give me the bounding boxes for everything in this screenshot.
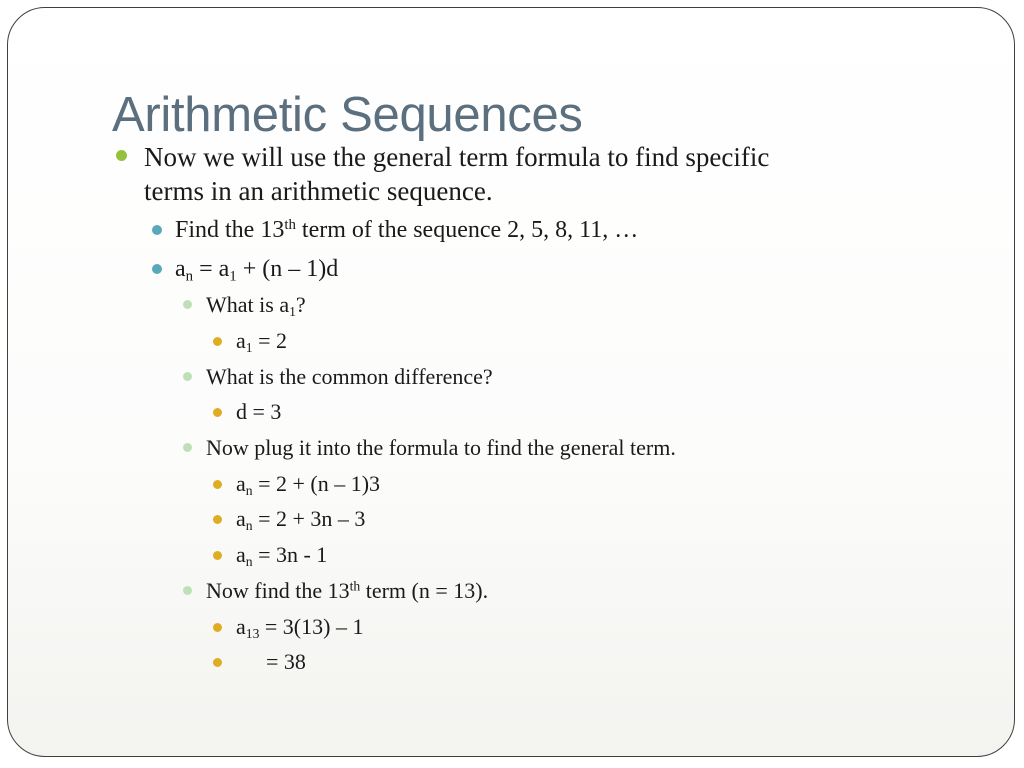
calc-step-2: = 38 bbox=[266, 649, 306, 674]
intro-line-2: terms in an arithmetic sequence. bbox=[144, 176, 493, 206]
bullet-dot-icon bbox=[213, 551, 222, 560]
bullet-dot-icon bbox=[116, 150, 127, 161]
answer-a1: $a_1 = 2$ bbox=[236, 328, 287, 356]
bullet-dot-icon bbox=[183, 300, 192, 309]
bullet-dot-icon bbox=[183, 443, 192, 452]
bullet-dot-icon bbox=[213, 480, 222, 489]
answer-d: d = 3 bbox=[236, 399, 282, 424]
intro-line-1: Now we will use the general term formula to find specific bbox=[144, 142, 770, 172]
bullet-dot-icon bbox=[152, 264, 162, 274]
bullet-dot-icon bbox=[213, 337, 222, 346]
question-a1: What is $a_1$? bbox=[206, 292, 306, 320]
bullet-dot-icon bbox=[183, 586, 192, 595]
bullet-dot-icon bbox=[213, 515, 222, 524]
find-13th-term: Find the 13th term of the sequence 2, 5, 8, 11, … bbox=[175, 216, 639, 243]
plug-into-formula: Now plug it into the formula to find the general term. bbox=[206, 435, 676, 460]
step-2: $a_n = 2 + 3n - 3$ bbox=[236, 506, 366, 534]
question-common-difference: What is the common difference? bbox=[206, 364, 493, 389]
bullet-dot-icon bbox=[152, 225, 162, 235]
bullet-dot-icon bbox=[213, 658, 222, 667]
bullet-dot-icon bbox=[213, 623, 222, 632]
bullet-dot-icon bbox=[213, 408, 222, 417]
step-1: $a_n = 2 + (n - 1)3$ bbox=[236, 471, 381, 499]
bullet-dot-icon bbox=[183, 372, 192, 381]
slide-title: Arithmetic Sequences bbox=[112, 88, 583, 142]
general-term-formula: $a_n = a_1 + (n - 1)d$ bbox=[175, 256, 339, 285]
find-13th-term-question: Now find the 13th term (n = 13). bbox=[206, 578, 489, 603]
calc-step-1: $a_{13} = 3(13) - 1$ bbox=[236, 614, 364, 642]
step-3: $a_n = 3n - 1$ bbox=[236, 542, 328, 570]
